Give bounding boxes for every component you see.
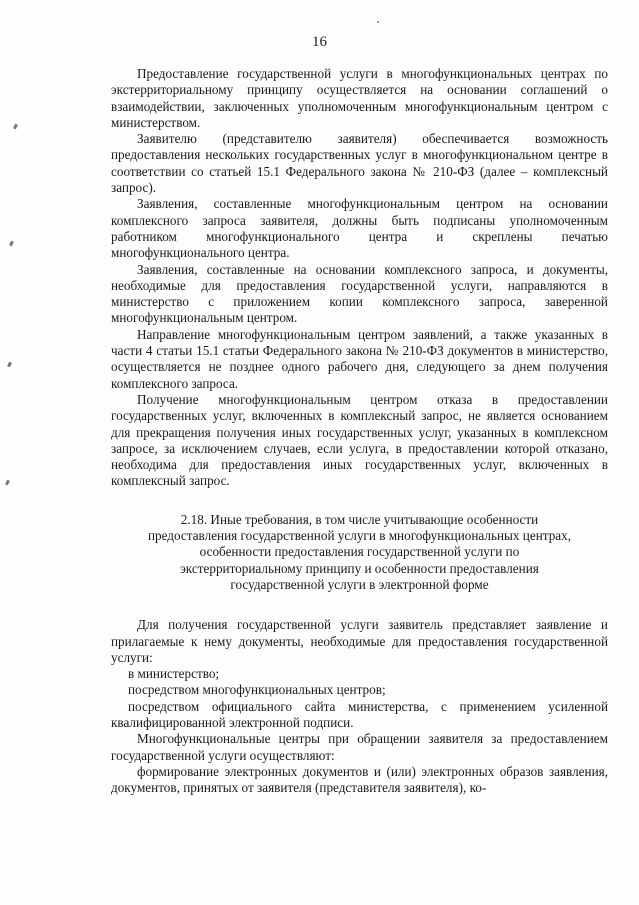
margin-mark (9, 241, 14, 247)
paragraph: Для получения государственной услуги заявитель представляет заявление и прилагаемые к нему документы, необходимые для предоставления государственной услуги: (111, 617, 608, 665)
paragraph: Заявителю (представителю заявителя) обеспечивается возможность предоставления нескольких государственных услуг в многофункциональном центре в соответствии со статьей 15.1 Федерального закона № 210-ФЗ (далее – комплексный запрос). (111, 131, 608, 196)
scan-artifact (377, 21, 379, 23)
paragraph: Заявления, составленные многофункциональным центром на основании комплексного запроса заявителя, должны быть подписаны уполномоченным работником многофункционального центра и скреплены печатью многофункционального центра. (111, 196, 608, 261)
list-item: посредством многофункциональных центров; (128, 682, 386, 698)
section-heading: 2.18. Иные требования, в том числе учитывающие особенности предоставления государственной услуги в многофункциональных центрах, особенности предоставления государственной услуги по экстерриториальному принципу и особенности предоставления государственной услуги в электронной форме (147, 511, 572, 592)
paragraph: Заявления, составленные на основании комплексного запроса, и документы, необходимые для предоставления государственной услуги, направляются в министерство с приложением копии комплексного запроса, заверенной многофункциональным центром. (111, 261, 608, 326)
margin-mark (13, 124, 18, 130)
paragraph: Предоставление государственной услуги в многофункциональных центрах по экстерриториальному принципу осуществляется на основании соглашений о взаимодействии, заключенных уполномоченным многофункциональным центром с министерством. (111, 66, 608, 130)
paragraph: Получение многофункциональным центром отказа в предоставлении государственных услуг, включенных в комплексный запрос, не является основанием для прекращения получения иных государственных услуг, указанных в комплексном запросе, за исключением случаев, если услуга, в предоставлении которой отказано, необходима для предоставления иных государственных услуг, включенных в комплексный запрос. (111, 391, 608, 489)
document-body (111, 66, 608, 796)
paragraph: формирование электронных документов и (или) электронных образов заявления, документов, принятых от заявителя (представителя заявителя), ко- (111, 763, 608, 796)
list-item: в министерство; (128, 666, 220, 682)
list-item: посредством официального сайта министерства, с применением усиленной квалифицированной электронной подписи. (111, 698, 608, 730)
paragraph: Многофункциональные центры при обращении заявителя за предоставлением государственной услуги осуществляют: (111, 731, 608, 763)
paragraph: Направление многофункциональным центром заявлений, а также указанных в части 4 статьи 15.1 статьи Федерального закона № 210-ФЗ документов в министерство, осуществляется не позднее одного рабочего дня, следующего за днем получения комплексного запроса. (111, 326, 608, 391)
page-number: 16 (312, 34, 327, 50)
margin-mark (7, 362, 12, 368)
margin-mark (5, 480, 10, 486)
